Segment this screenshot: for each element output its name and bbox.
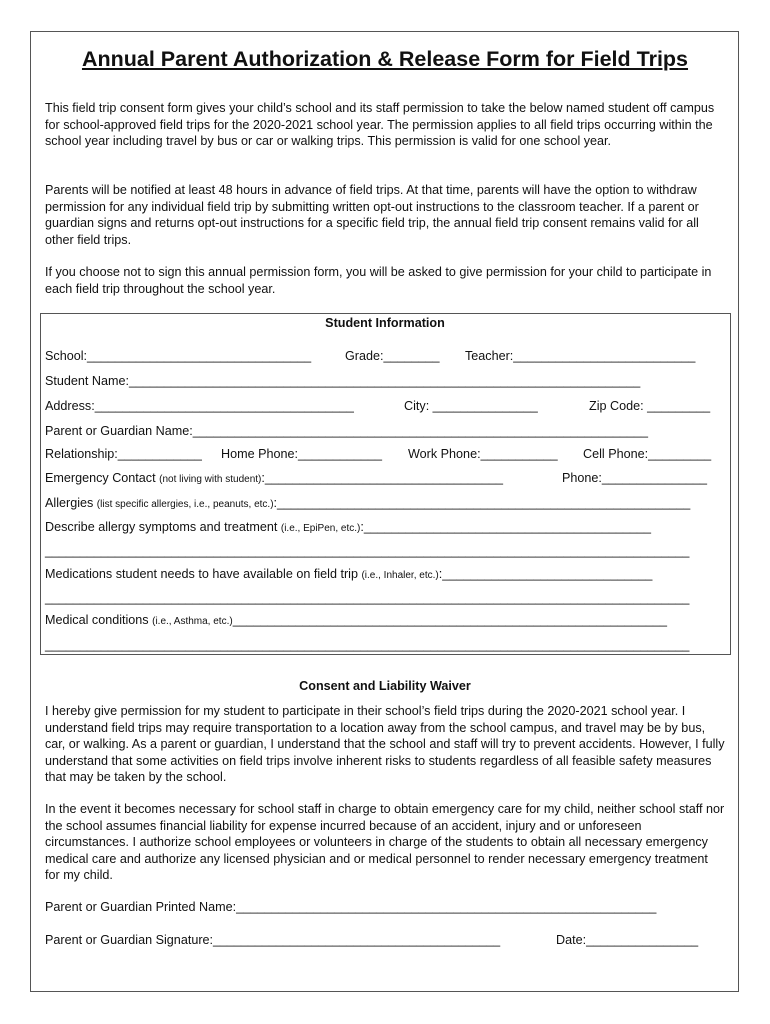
relationship-field[interactable]: Relationship:____________ [45,447,202,461]
intro-paragraph-1: This field trip consent form gives your child’s school and its staff permission to take the below named student off campus for school-approved field trips for the 2020-2021 school year. The permission applies to all field trips occurring within the school year including travel by bus or car or walking trips. This permission is valid for one school year. [45,101,715,148]
cell-phone-field[interactable]: Cell Phone:_________ [583,447,712,461]
medications-line: :______________________________ [438,567,653,581]
intro-paragraph-3: If you choose not to sign this annual permission form, you will be asked to give permission for your child to participate in each field trip throughout the school year. [45,265,712,296]
medications-line-2[interactable]: ____________________________________________________________________________________________ [45,591,690,605]
student-information-heading: Student Information [325,316,445,330]
city-field[interactable]: City: _______________ [404,399,538,413]
medical-conditions-line: ______________________________________________________________ [232,613,667,627]
teacher-field[interactable]: Teacher:__________________________ [465,349,696,363]
allergies-field[interactable] [45,495,690,513]
allergies-line: :___________________________________________________________ [273,496,691,510]
form-title: Annual Parent Authorization & Release Form for Field Trips [81,47,689,71]
allergy-symptoms-field[interactable] [45,519,651,537]
zip-code-field[interactable]: Zip Code: _________ [589,399,711,413]
medications-field[interactable] [45,566,652,584]
guardian-name-field[interactable]: Parent or Guardian Name:_________________________________________________________________ [45,424,648,438]
allergies-note: (list specific allergies, i.e., peanuts, etc.) [96,499,274,510]
emergency-contact-note: (not living with student) [159,474,262,485]
emergency-phone-field[interactable]: Phone:_______________ [562,471,707,485]
intro-paragraph-2: Parents will be notified at least 48 hours in advance of field trips. At that time, parents will have the option to withdraw permission for any individual field trip by submitting written opt-out instructions to the classroom teacher. If a parent or guardian signs and returns opt-out instructions for a specific field trip, the annual field trip consent remains valid for all other field trips. [45,183,699,247]
grade-field[interactable]: Grade:________ [345,349,440,363]
guardian-signature-field[interactable]: Parent or Guardian Signature:_________________________________________ [45,933,501,947]
medical-conditions-label: Medical conditions [45,613,153,627]
allergy-symptoms-line: :_________________________________________ [360,520,652,534]
waiver-paragraph-2: In the event it becomes necessary for school staff in charge to obtain emergency care for my child, neither school staff nor the school assumes financial liability for expense incurred because of an accident, injury and or unforeseen circumstances. I authorize school employees or volunteers in charge of the students to obtain all necessary emergency medical care and authorize any licensed physician and or medical personnel to render necessary emergency treatment for my child. [45,802,725,882]
allergy-symptoms-note: (i.e., EpiPen, etc.) [280,523,361,534]
emergency-contact-line: :__________________________________ [261,471,504,485]
school-field[interactable]: School:________________________________ [45,349,312,363]
medical-conditions-note: (i.e., Asthma, etc.) [152,616,233,627]
home-phone-field[interactable]: Home Phone:____________ [221,447,383,461]
medical-conditions-line-2[interactable]: ____________________________________________________________________________________________ [45,638,690,652]
medications-note: (i.e., Inhaler, etc.) [361,570,439,581]
work-phone-field[interactable]: Work Phone:___________ [408,447,558,461]
allergies-label: Allergies [45,496,97,510]
signature-date-field[interactable]: Date:________________ [556,933,699,947]
allergy-symptoms-line-2[interactable]: ____________________________________________________________________________________________ [45,544,690,558]
consent-waiver-heading: Consent and Liability Waiver [299,679,471,693]
student-name-field[interactable]: Student Name:_________________________________________________________________________ [45,374,641,388]
medical-conditions-field[interactable] [45,612,667,630]
allergy-symptoms-label: Describe allergy symptoms and treatment [45,520,281,534]
guardian-printed-name-field[interactable]: Parent or Guardian Printed Name:____________________________________________________________ [45,900,657,914]
address-field[interactable]: Address:_____________________________________ [45,399,354,413]
medications-label: Medications student needs to have available on field trip [45,567,362,581]
emergency-contact-label: Emergency Contact [45,471,160,485]
emergency-contact-field[interactable] [45,470,503,488]
waiver-paragraph-1: I hereby give permission for my student to participate in their school’s field trips during the 2020-2021 school year. I understand field trips may require transportation to a location away from the school campus, and travel may be by bus, car, or walking. As a parent or guardian, I understand that the school and staff will try to prevent accidents. However, I fully understand that some activities on field trips involve inherent risks to students regardless of all feasible safety measures that may be taken by the school. [45,704,725,784]
